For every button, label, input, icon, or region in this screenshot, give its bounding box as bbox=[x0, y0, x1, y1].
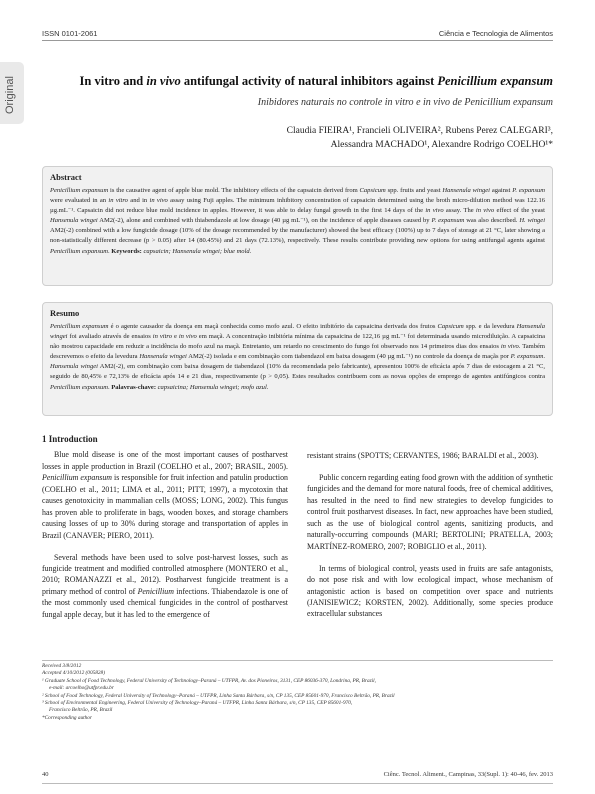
author-line: Alessandra MACHADO¹, Alexandre Rodrigo COELHO¹* bbox=[330, 140, 553, 150]
affiliation-2: ² School of Food Technology, Federal University of Technology–Paraná – UTFPR, Linha Santa Bárbara, s/n, CP 135, CEP 85601-970, Francisco Beltrão, PR, Brazil bbox=[42, 692, 395, 699]
article-type-tab bbox=[0, 62, 24, 124]
header-rule bbox=[42, 40, 553, 41]
paragraph: In terms of biological control, yeasts used in fruits are safe antagonists, do not pose risk and with low ecological impact, whose mechanism of antagonistic action is based on competition over space and nutrients (JANISIEWICZ; KORSTEN, 2002). Additionally, some species produce extracellular substances bbox=[307, 563, 553, 619]
author-line: Claudia FIEIRA¹, Francieli OLIVEIRA², Rubens Perez CALEGARI³, bbox=[286, 126, 553, 136]
footer-rule bbox=[42, 783, 553, 784]
accepted-date: Accepted 4/10/2012 (005828) bbox=[42, 670, 105, 677]
resumo-heading: Resumo bbox=[50, 308, 80, 318]
contact-email: e-mail: arcoelho@utfpr.edu.br bbox=[49, 685, 114, 692]
corresponding-author: *Corresponding author bbox=[42, 714, 92, 721]
issn: ISSN 0101-2061 bbox=[42, 29, 98, 38]
abstract-keywords: capsaicin; Hansenula wingei; blue mold. bbox=[143, 247, 252, 255]
affiliation-3-cont: Francisco Beltrão, PR, Brazil bbox=[49, 707, 113, 714]
affiliation-1: ¹ Graduate School of Food Technology, Federal University of Technology–Paraná – UTFPR, Av. dos Pioneiros, 3131, CEP 86036-370, Londrina, PR, Brazil, bbox=[42, 677, 376, 684]
paragraph: Public concern regarding eating food grown with the addition of synthetic fungicides and the demand for more natural foods, free of chemical additives, has resulted in the need to find new strategies to develop fungicides to control fruit postharvest diseases. In fact, new approaches have been studied, such as the use of biological control agents, sanitizing products, and naturally-occurring compounds (MARI; BERTOLINI; PRATELLA, 2003; MARTÍNEZ-ROMERO, 2007; ROBIGLIO et al., 2011). bbox=[307, 472, 553, 551]
resumo-keywords-label: Palavras-chave: bbox=[111, 383, 157, 391]
intro-right-column bbox=[307, 450, 553, 620]
resumo-body bbox=[50, 322, 545, 393]
received-date: Received 3/8/2012 bbox=[42, 663, 82, 669]
resumo-box bbox=[42, 302, 553, 416]
abstract-text: Penicillium expansum is the causative agent of apple blue mold. The inhibitory effects of the capsaicin derived from Capsicum spp. fruits and yeast Hansenula wingei against P. expansum were evaluated in an in vitro and in in vivo assay using Fuji apples. The minimum inhibitory concentration of capsaicin determined using the broth micro-dilution method was 122.16 µg.mL⁻¹. Capsaicin did not reduce blue mold incidence in apples. However, it was able to delay fungal growth in the first 14 days of the in vivo assay. The in vivo effect of the yeast Hansenula wingei AM2(-2), alone and combined with thiabendazole at low dosage (40 µg mL⁻¹), on the incidence of apple diseases caused by P. expansum was also described. H. wingei AM2(-2) combined with a low fungicide dosage (10% of the dosage recommended by the manufacturer) showed the best efficacy (100%) up to 7 days of storage at 21 °C, later showing a non-statistically different decrease (p > 0.05) after 14 (80.45%) and 21 days (72.13%), respectively. These results contribute providing new options for using antifungal agents against Penicillium expansum. bbox=[50, 187, 546, 255]
abstract-body bbox=[50, 186, 545, 257]
article-type-label: Original bbox=[4, 76, 16, 114]
resumo-keywords: capsaicina; Hansenula wingei; mofo azul. bbox=[157, 383, 269, 391]
page-number: 40 bbox=[42, 771, 49, 778]
section-heading: 1 Introduction bbox=[42, 434, 98, 444]
footnotes bbox=[42, 663, 512, 722]
abstract-box bbox=[42, 166, 553, 286]
intro-left-column bbox=[42, 434, 288, 620]
article-title: In vitro and in vivo antifungal activity of natural inhibitors against Penicillium expansum bbox=[79, 74, 553, 88]
author-list bbox=[260, 124, 553, 152]
affiliation-3: ³ School of Environmental Engineering, Federal University of Technology–Paraná – UTFPR, Linha Santa Bárbara, s/n, CP 135, CEP 85601-970, bbox=[42, 700, 353, 707]
abstract-keywords-label: Keywords: bbox=[111, 247, 142, 255]
journal-name: Ciência e Tecnologia de Alimentos bbox=[438, 29, 553, 38]
footnote-rule bbox=[42, 660, 553, 661]
paragraph: Blue mold disease is one of the most important causes of postharvest losses in apple production in Brazil (COELHO et al., 2007; BRASIL, 2005). Penicillium expansum is responsible for fruit infection and patulin production (COELHO et al., 2011; LIMA et al., 2011; PITT, 1997), a mycotoxin that causes genotoxicity in mammalian cells (MOSS; LONG, 2002). This fungus has proven able to proliferate in bags, wooden boxes, and storage chambers causing losses of up to 30% during storage and transportation of apples in Brazil (CANAVER; PIERO, 2011). bbox=[42, 450, 289, 540]
paragraph: Several methods have been used to solve post-harvest losses, such as fungicide treatment and modified controlled atmosphere (MONTERO et al., 2010; ROMANAZZI et al., 2012). Postharvest fungicide treatment is a primary method of control of Penicillium infections. Thiabendazole is one of the most commonly used chemical fungicides in the control of postharvest fungal apple decay, but it has led to the emergence of bbox=[42, 552, 288, 619]
article-subtitle: Inibidores naturais no controle in vitro e in vivo de Penicillium expansum bbox=[257, 97, 553, 108]
paragraph: resistant strains (SPOTTS; CERVANTES, 1986; BARALDI et al., 2003). bbox=[307, 451, 539, 460]
abstract-heading: Abstract bbox=[50, 172, 82, 182]
resumo-text: Penicillium expansum é o agente causador da doença em maçã conhecida como mofo azul. O efeito inibitório da capsaicina derivada dos frutos Capsicum spp. e da levedura Hansenula wingei foi avaliado através de ensaios in vitro e in vivo em maçã. A concentração inibitória mínima da capsaicina de 122,16 µg mL⁻¹ foi determinada usando microdiluição. A capsaicina não mostrou capacidade em reduzir a incidência do mofo azul na maçã. Entretanto, um retardo no crescimento do fungo foi observado nos 14 primeiros dias dos ensaios in vivo. Também descrevemos o efeito da levedura Hansenula wingei AM2(-2) isolada e em combinação com tiabendazol em baixa dosagem (40 µg mL⁻¹) no controle da doença de maçãs por P. expansum. Hansenula wingei AM2(-2), em combinação com baixa dosagem de tiabendazol (10% da recomendada pelo fabricante), apresentou 100% de eficácia após 7 dias de estocagem a 21 °C, seguido de 80,45% e 72,13% de eficácia após 14 e 21 dias, respectivamente (p > 0,05). Estes resultados contribuem com as novas opções de emprego de agentes antifúngicos contra Penicillium expansum. bbox=[50, 323, 546, 391]
citation: Ciênc. Tecnol. Aliment., Campinas, 33(Supl. 1): 40-46, fev. 2013 bbox=[383, 771, 553, 778]
